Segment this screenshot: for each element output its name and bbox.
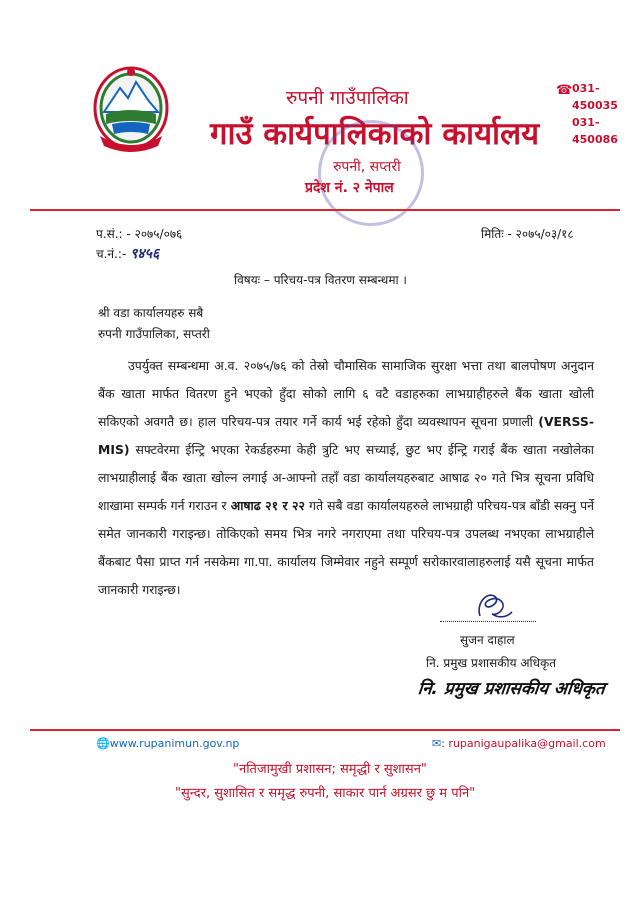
office-title: गाउँ कार्यपालिकाको कार्यालय	[210, 116, 540, 152]
dispatch-number	[96, 244, 159, 263]
reference-label: प.सं.: -	[96, 227, 131, 241]
reference-value: २०७५/०७६	[134, 227, 183, 241]
address-line-2: प्रदेश नं. २ नेपाल	[305, 180, 394, 196]
phone-icon: ☎	[556, 83, 573, 98]
globe-icon: 🌐	[96, 737, 110, 750]
letter-body	[98, 352, 594, 604]
footer-divider	[30, 729, 620, 731]
system-name: (VERSS-MIS)	[98, 414, 594, 457]
designation-stamp: नि. प्रमुख प्रशासकीय अधिकृत	[416, 679, 606, 699]
signatory-name: सुजन दाहाल	[460, 633, 515, 647]
handwritten-signature	[472, 588, 516, 622]
date-label: मितिः -	[481, 227, 512, 241]
body-part-2: सफ्टवेरमा ईन्ट्रि भएका रेकर्डहरुमा केही त्रुटि भए सच्याई, छुट भए ईन्ट्रि गराई बैंक खाता नखोलेका लाभग्राहीलाई बैंक खाता खोल्न लगाई अ-आफ्नो तहाँ वडा कार्यालयहरुबाट आषाढ २० गते भित्र सूचना प्रविधि शाखामा सम्पर्क गर्न गराउन र	[98, 442, 594, 513]
signature-line	[440, 621, 536, 622]
mail-icon: ✉	[432, 737, 442, 750]
email-address: rupanigaupalika@gmail.com	[448, 737, 606, 750]
date-value: २०७५/०३/१८	[515, 227, 574, 241]
reference-number	[96, 225, 182, 242]
letter-subject: विषयः – परिचय-पत्र वितरण सम्बन्धमा ।	[234, 273, 407, 287]
address-line-1: रुपनी, सप्तरी	[333, 159, 401, 175]
phone-number-1: 031-450035	[572, 82, 618, 112]
body-part-3: गते सबै वडा कार्यालयहरुले लाभग्राही परिचय-पत्र बाँडी सक्नु पर्ने समेत जानकारी गराइन्छ। तोकिएको समय भित्र नगरे नगराएमा तथा परिचय-पत्र उपलब्ध नभएका लाभग्राहीले बैंकबाट पैसा प्राप्त गर्न नसकेमा गा.पा. कार्यालय जिम्मेवार नहुने सम्पूर्ण सरोकारवालाहरुलाई यसै सूचना मार्फत जानकारी गराइन्छ।	[98, 498, 594, 597]
email-link[interactable]: ✉: rupanigaupalika@gmail.com	[432, 737, 606, 750]
signatory-designation: नि. प्रमुख प्रशासकीय अधिकृत	[426, 656, 557, 670]
motto-line-1: "नतिजामुखी प्रशासन; समृद्धी र सुशासन"	[233, 762, 427, 777]
phone-number-2: 031-450086	[572, 116, 618, 146]
body-paragraph	[98, 352, 594, 604]
header-divider	[30, 209, 620, 211]
recipient-line-1: श्री वडा कार्यालयहरु सबै	[98, 306, 204, 320]
recipient-line-2: रुपनी गाउँपालिका, सप्तरी	[98, 327, 210, 341]
website-link[interactable]	[96, 737, 239, 750]
dispatch-value-handwritten: ९४५६	[130, 246, 160, 262]
dispatch-label: च.नं.:-	[96, 247, 127, 261]
municipality-name: रुपनी गाउँपालिका	[286, 87, 409, 109]
phone-numbers	[572, 80, 644, 148]
deadline-dates: आषाढ २१ र २२	[230, 498, 305, 513]
letter-date	[481, 225, 574, 242]
website-url: www.rupanimun.gov.np	[109, 737, 240, 750]
motto-line-2: "सुन्दर, सुशासित र समृद्ध रुपनी, साकार पार्न अग्रसर छु म पनि"	[175, 786, 476, 801]
body-part-1: उपर्युक्त सम्बन्धमा अ.व. २०७५/७६ को तेस्रो चौमासिक सामाजिक सुरक्षा भत्ता तथा बालपोषण अनुदान बैंक खाता मार्फत वितरण हुने भएको हुँदा सोको लागि ६ वटै वडाहरुका लाभग्राहीहरुले बैंक खाता खोली सकिएको अवगतै छ। हाल परिचय-पत्र तयार गर्ने कार्य भई रहेको हुँदा व्यवस्थापन सूचना प्रणाली	[98, 358, 594, 429]
nepal-emblem-logo	[92, 62, 170, 154]
